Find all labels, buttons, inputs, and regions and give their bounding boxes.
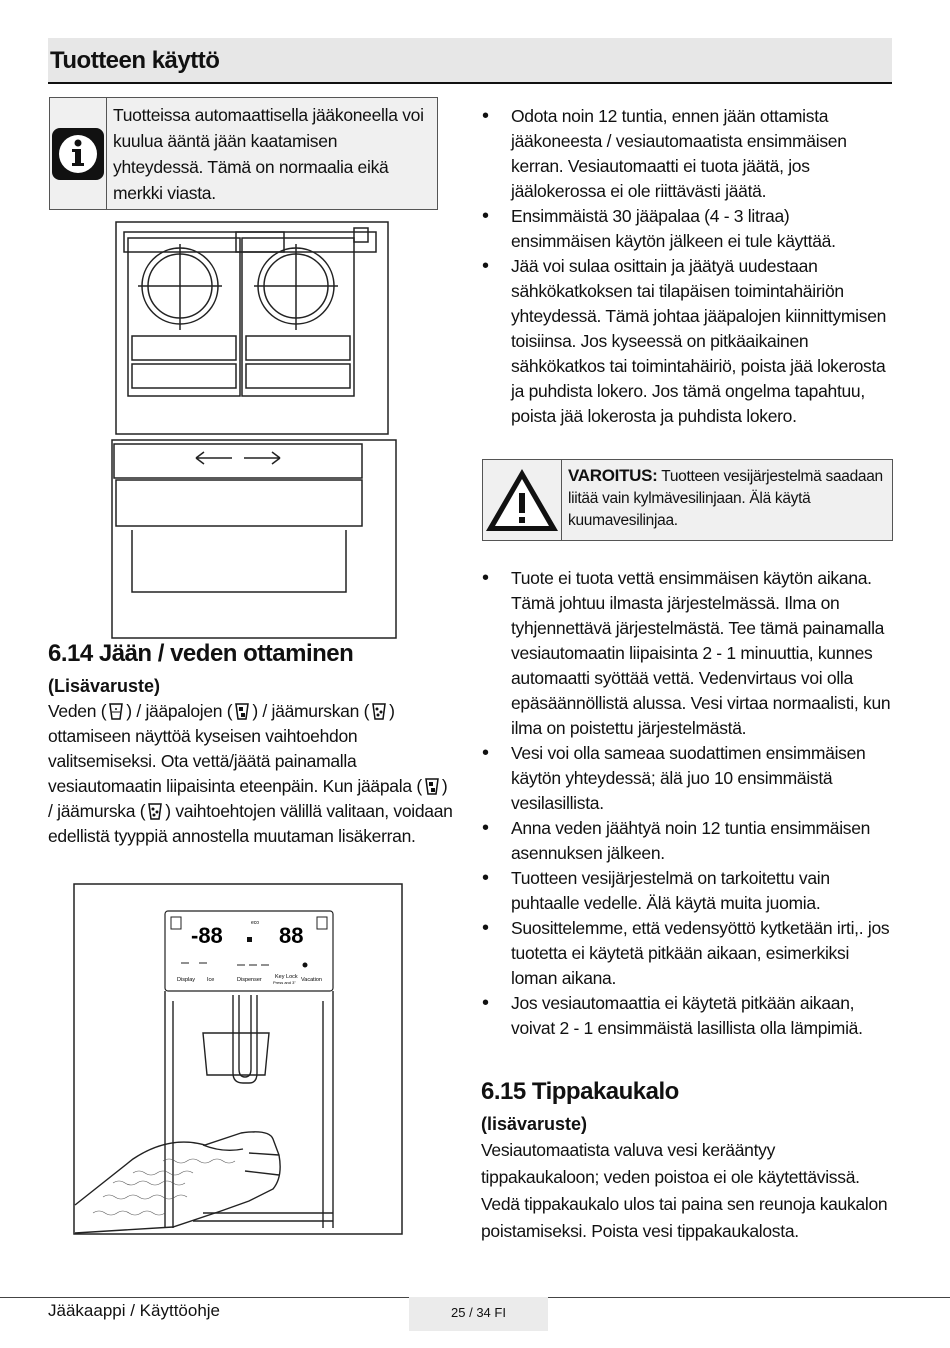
dispenser-button[interactable]: Dispenser <box>237 977 262 983</box>
list-item: • Tuote ei tuota vettä ensimmäisen käytön aikana. Tämä johtuu ilmasta järjestelmässä. Ilma on tyhjennettävä järjestelmästä. Tee tämä painamalla vesiautomaatin liipaisinta 2 - 1 minuuttia, kunnes automaatti syöttää vettä. Vedenvirtaus voi olla epäsäännöllistä alussa. Vesi virtaa normaalisti, kun ilma on poistettu järjestelmästä. <box>481 566 893 741</box>
right-column-bottom <box>481 566 893 1041</box>
text-run: ) / jäämurska ( <box>48 776 448 821</box>
text-run: ) / jääpalojen ( <box>126 701 233 721</box>
warning-body: Tuotteen vesijärjestelmä saadaan liitää vain kylmävesilinjaan. Älä käytä kuumavesilinjaa. <box>568 468 883 529</box>
info-icon-cell <box>50 98 107 209</box>
keylock-hint: Press and 3" <box>273 980 296 985</box>
info-note <box>49 97 438 210</box>
warning-icon <box>483 465 561 535</box>
ice-button[interactable]: Ice <box>207 977 215 983</box>
bullet-list-top <box>481 104 893 429</box>
section-6-14 <box>48 640 453 849</box>
section-6-15 <box>481 1078 893 1245</box>
ice-cube-icon <box>233 701 251 721</box>
list-item: • Anna veden jäähtyä noin 12 tuntia ensimmäisen asennuksen jälkeen. <box>481 816 893 866</box>
keylock-button[interactable]: Key Lock <box>275 974 298 980</box>
list-item: • Tuotteen vesijärjestelmä on tarkoitettu vain puhtaalle vedelle. Älä käytä muita juomia. <box>481 866 893 916</box>
crushed-ice-icon <box>370 701 388 721</box>
section-title: 6.14 Jään / veden ottaminen <box>48 640 354 667</box>
list-item: • Suosittelemme, että vedensyöttö kytketään irti,. jos tuotetta ei käytetä pitkään aikaan, esimerkiksi loman aikana. <box>481 916 893 991</box>
section-paragraph <box>48 699 453 849</box>
water-glass-icon <box>107 701 125 721</box>
info-note-text: Tuotteissa automaattisella jääkoneella voi kuulua ääntä jään kaatamisen yhteydessä. Tämä on normaalia eikä merkki viasta. <box>113 105 424 203</box>
page-header <box>48 38 892 84</box>
right-column-top <box>481 104 893 429</box>
dispenser-illustration <box>73 883 403 1235</box>
section-paragraph: Vesiautomaatista valuva vesi kerääntyy tippakaukaloon; veden poistoa ei ole käytettävissä. Vedä tippakaukalo ulos tai paina sen reunoja kaukalon poistamiseksi. Poista vesi tippakaukalosta. <box>481 1140 888 1241</box>
page-number: 25 / 34 FI <box>409 1297 548 1331</box>
ice-cube-icon <box>423 776 441 796</box>
warning-label: VAROITUS: <box>568 466 658 485</box>
display-button[interactable]: Display <box>177 977 196 983</box>
list-item: • Jää voi sulaa osittain ja jäätyä uudestaan sähkökatkoksen tai tilapäisen toimintahäiriön yhteydessä. Tämä johtaa jääpalojen kiinnittymisen toisiinsa. Jos kyseessä on pitkäaikainen sähkökatkos tai toimintahäiriö, poista jää lokerosta ja puhdista lokero. Jos tämä ongelma tapahtuu, poista jää lokerosta ja puhdista lokero. <box>481 254 893 429</box>
bullet-list-bottom <box>481 566 893 1041</box>
page-title: Tuotteen käyttö <box>50 47 220 74</box>
section-title: 6.15 Tippakaukalo <box>481 1078 679 1105</box>
display-digits-left: -88 <box>191 923 223 948</box>
warning-text <box>562 460 892 540</box>
list-item: • Odota noin 12 tuntia, ennen jään ottamista jääkoneesta / vesiautomaatista ensimmäisen kerran. Vesiautomaatti ei tuota jäätä, jos jäälokerossa ei ole riittävästi jäätä. <box>481 104 893 204</box>
list-item: • Jos vesiautomaattia ei käytetä pitkään aikaan, voivat 2 - 1 ensimmäistä lasillista olla lämpimiä. <box>481 991 893 1041</box>
eco-label: eco <box>251 920 260 926</box>
text-run: ) ottamiseen näyttöä kyseisen vaihtoehdon valitsemiseksi. Ota vettä/jäätä painamalla vesiautomaatin liipaisinta eteenpäin. Kun jääpala ( <box>48 701 422 796</box>
text-run: ) vaihtoehtojen välillä valitaan, voidaan edellistä tyyppiä annostella muutaman lisäkerran. <box>48 801 453 846</box>
vacation-button[interactable]: Vacation <box>301 977 322 983</box>
crushed-ice-icon <box>146 801 164 821</box>
list-item: • Vesi voi olla sameaa suodattimen ensimmäisen käytön yhteydessä; älä juo 10 ensimmäistä vesilasillista. <box>481 741 893 816</box>
ice-tray-illustration <box>110 218 400 640</box>
footer-doc-title: Jääkaappi / Käyttöohje <box>48 1301 221 1320</box>
text-run: ) / jäämurskan ( <box>252 701 370 721</box>
warning-icon-cell <box>483 460 562 540</box>
list-item: • Ensimmäistä 30 jääpalaa (4 - 3 litraa) ensimmäisen käytön jälkeen ei tule käyttää. <box>481 204 893 254</box>
section-subtitle: (lisävaruste) <box>481 1114 588 1134</box>
display-digits-right: 88 <box>279 923 304 948</box>
info-icon <box>50 126 106 182</box>
text-run: Veden ( <box>48 701 107 721</box>
warning-note <box>482 459 893 541</box>
section-subtitle: (Lisävaruste) <box>48 676 161 696</box>
